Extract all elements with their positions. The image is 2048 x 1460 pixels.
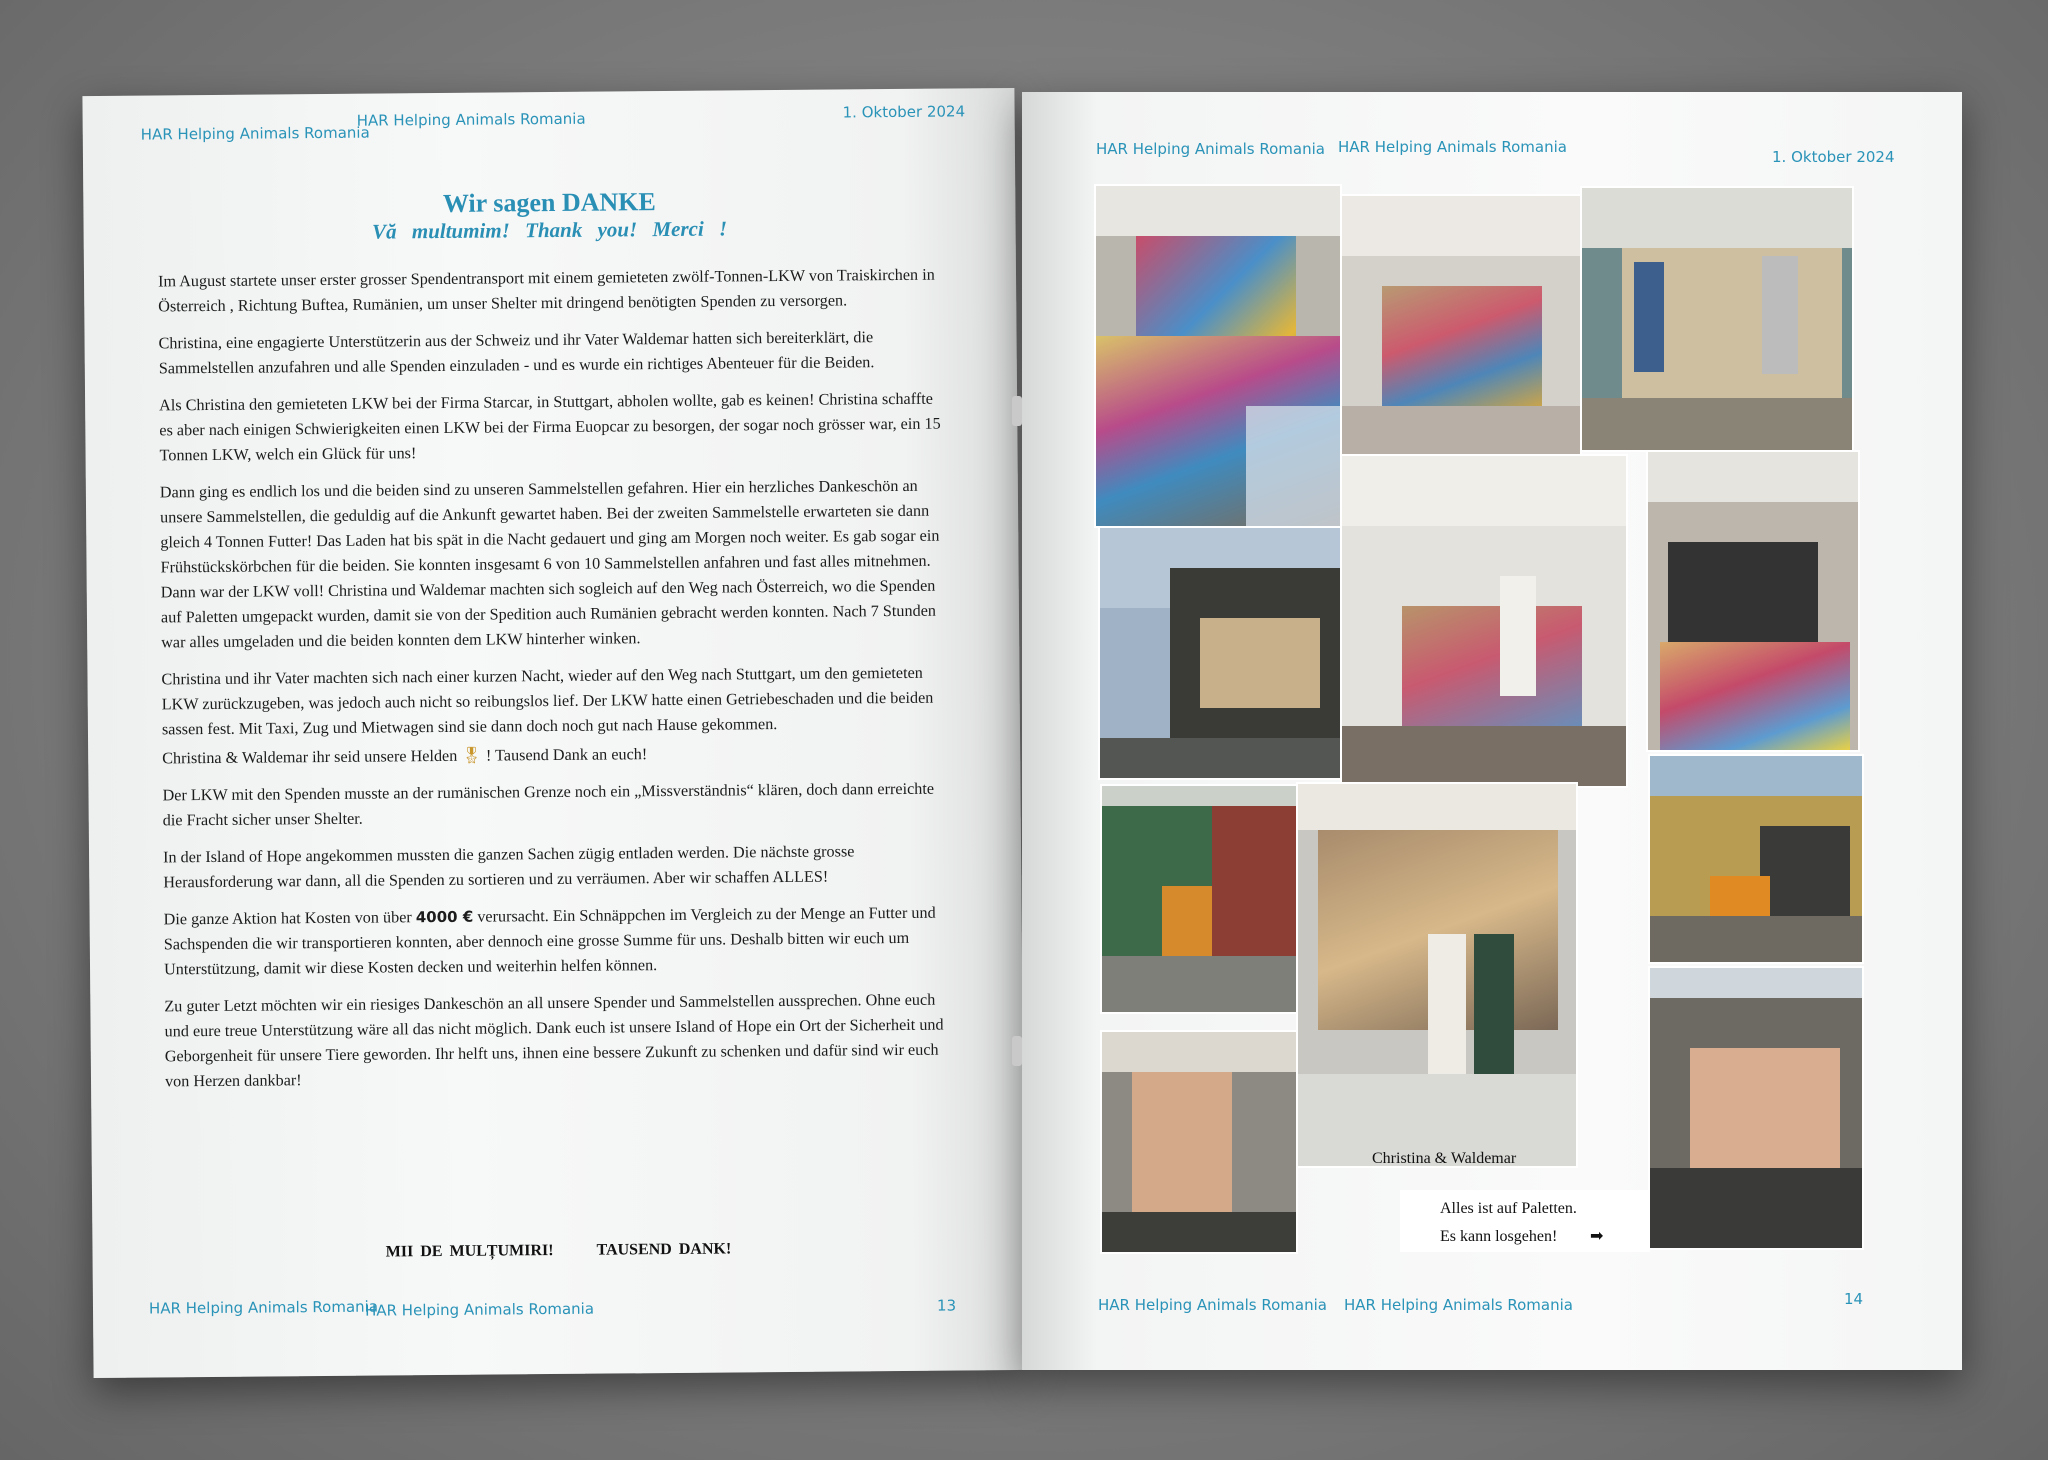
photo-pallets-in-lorry bbox=[1102, 1032, 1296, 1252]
header-date: 1. Oktober 2024 bbox=[1772, 148, 1895, 166]
article-title: Wir sagen DANKE bbox=[442, 187, 656, 218]
page-number: 13 bbox=[936, 1296, 957, 1315]
photo-warehouse-forklift bbox=[1650, 756, 1862, 962]
photo-christina-and-waldemar bbox=[1298, 784, 1576, 1166]
photo-sorted-donations bbox=[1648, 452, 1858, 750]
photo-truck-loaded-bags bbox=[1096, 186, 1340, 526]
page-number: 14 bbox=[1844, 1290, 1864, 1308]
photo-trailer-pallets bbox=[1650, 968, 1862, 1248]
footer-publication-name-2: HAR Helping Animals Romania bbox=[364, 1299, 595, 1320]
left-page bbox=[82, 88, 1025, 1378]
footer-publication-name: HAR Helping Animals Romania bbox=[1098, 1296, 1327, 1314]
caption-people: Christina & Waldemar bbox=[1372, 1150, 1517, 1167]
medal-icon: 🎖 bbox=[461, 746, 482, 765]
footer-publication-name-2: HAR Helping Animals Romania bbox=[1344, 1296, 1573, 1314]
paragraph: Dann ging es endlich los und die beiden sind zu unseren Sammelstellen gefahren. Hier ein herzliches Dankeschön an unsere Sammelstellen, die geduldig auf die Ankunft gewartet haben. Bei der zweiten Sammelstelle erwarteten sie dann gleich 4 Tonnen Futter! Das Laden hat bis spät in die Nacht gedauert und ging am Morgen noch weiter. Es gab sogar ein Frühstückskörbchen für die beiden. Sie konnten insgesamt 6 von 10 Sammelstellen anfahren und fast alles mitnehmen. Dann war der LKW voll! Christina und Waldemar machten sich sogleich auf den Weg nach Österreich, wo die Spenden auf Paletten umgepackt wurden, damit sie von der Spedition auch Rumänien gebracht werden konnten. Nach 7 Stunden war alles umgeladen und die beiden konnten dem LKW hinterher winken. bbox=[159, 476, 940, 652]
heroes-line bbox=[162, 740, 948, 772]
cost-amount: 4000 € bbox=[415, 907, 474, 927]
heroes-text-end: ! Tausend Dank an euch! bbox=[481, 745, 648, 765]
paragraph: Zu guter Letzt möchten wir ein riesiges Dankeschön an all unsere Spender und Sammelstellen aussprechen. Ohne euch und eure treue Unterstützung wäre all das nicht möglich. Dank euch ist unsere Island of Hope ein Ort der Sicherheit und Geborgenheit für unsere Tiere geworden. Ihr helft uns, ihnen eine bessere Zukunft zu schenken und dafür sind wir euch von Herzen dankbar! bbox=[164, 990, 944, 1091]
staple-top bbox=[1012, 396, 1022, 426]
paragraph: Im August startete unser erster grosser Spendentransport mit einem gemieteten zwölf-Tonnen-LKW von Traiskirchen in Österreich , Richtung Buftea, Rumänien, um unser Shelter mit dringend benötigten Spenden zu versorgen. bbox=[157, 265, 935, 316]
paragraph: In der Island of Hope angekommen mussten die ganzen Sachen zügig entladen werden. Die nächste grosse Herausforderung war dann, all die Spenden zu sortieren und zu verräumen. Aber wir schaffen ALLES! bbox=[162, 842, 855, 892]
arrow-right-icon: ➡ bbox=[1590, 1226, 1604, 1245]
photo-truck-rear-outside bbox=[1100, 528, 1340, 778]
photo-loading-with-dolly bbox=[1582, 188, 1852, 450]
paragraph: Der LKW mit den Spenden musste an der rumänischen Grenze noch ein „Missverständnis“ klären, doch dann erreichte die Fracht sicher unser Shelter. bbox=[162, 779, 935, 830]
footer-publication-name: HAR Helping Animals Romania bbox=[148, 1297, 379, 1318]
paragraph: Christina und ihr Vater machten sich nach einer kurzen Nacht, wieder auf den Weg nach Stuttgart, um den gemieteten LKW zurückzugeben, was jedoch auch nicht so reibungslos lief. Der LKW hatte einen Getriebeschaden und die beiden sassen fest. Mit Taxi, Zug und Mietwagen sind sie dann doch noch gut nach Hause gekommen. bbox=[161, 663, 934, 739]
staple-bottom bbox=[1012, 1036, 1022, 1066]
photo-containers-forklift bbox=[1102, 786, 1320, 1012]
caption-pallets-line-1: Alles ist auf Paletten. bbox=[1440, 1200, 1577, 1217]
article-subtitle: Vă multumim! Thank you! Merci ! bbox=[371, 216, 728, 244]
photo-truck-interior-boxes bbox=[1342, 196, 1580, 454]
closing-romanian: MII DE MULȚUMIRI! bbox=[385, 1242, 554, 1261]
closing-german: TAUSEND DANK! bbox=[596, 1240, 732, 1259]
heroes-text: Christina & Waldemar ihr seid unsere Helden bbox=[162, 746, 458, 768]
closing-line bbox=[92, 1238, 1024, 1264]
cost-paragraph bbox=[164, 901, 951, 983]
photo-christina-in-truck bbox=[1342, 456, 1626, 786]
article-body bbox=[158, 263, 951, 1107]
right-page bbox=[1022, 92, 1962, 1370]
header-publication-name: HAR Helping Animals Romania bbox=[140, 123, 370, 144]
header-publication-name-2: HAR Helping Animals Romania bbox=[356, 109, 586, 130]
header-publication-name-2: HAR Helping Animals Romania bbox=[1338, 138, 1567, 156]
paragraph: Christina, eine engagierte Unterstützerin aus der Schweiz und ihr Vater Waldemar hatten sich bereiterklärt, die Sammelstellen anzufahren und alle Spenden einzuladen - und es wurde ein richtiges Abenteuer für die Beiden. bbox=[158, 328, 875, 378]
paragraph: Als Christina den gemieteten LKW bei der Firma Starcar, in Stuttgart, abholen wollte, gab es keinen! Christina schaffte es aber nach einigen Schwierigkeiten einen LKW bei der Firma Euopcar zu besorgen, der sogar noch grösser war, ein 15 Tonnen LKW, welch ein Glück für uns! bbox=[159, 389, 941, 465]
cost-text: Die ganze Aktion hat Kosten von über bbox=[163, 908, 416, 929]
header-date: 1. Oktober 2024 bbox=[842, 102, 966, 122]
header-publication-name: HAR Helping Animals Romania bbox=[1096, 140, 1325, 158]
cost-text-end: verursacht. Ein Schnäppchen im Vergleich zu der Menge an Futter und Sachspenden die wir transportieren konnten, aber dennoch eine grosse Summe für uns. Deshalb bitten wir euch um Unterstützung, damit wir diese Kosten decken und weiterhin helfen können. bbox=[163, 903, 936, 979]
caption-pallets-line-2: Es kann losgehen! bbox=[1440, 1228, 1558, 1245]
